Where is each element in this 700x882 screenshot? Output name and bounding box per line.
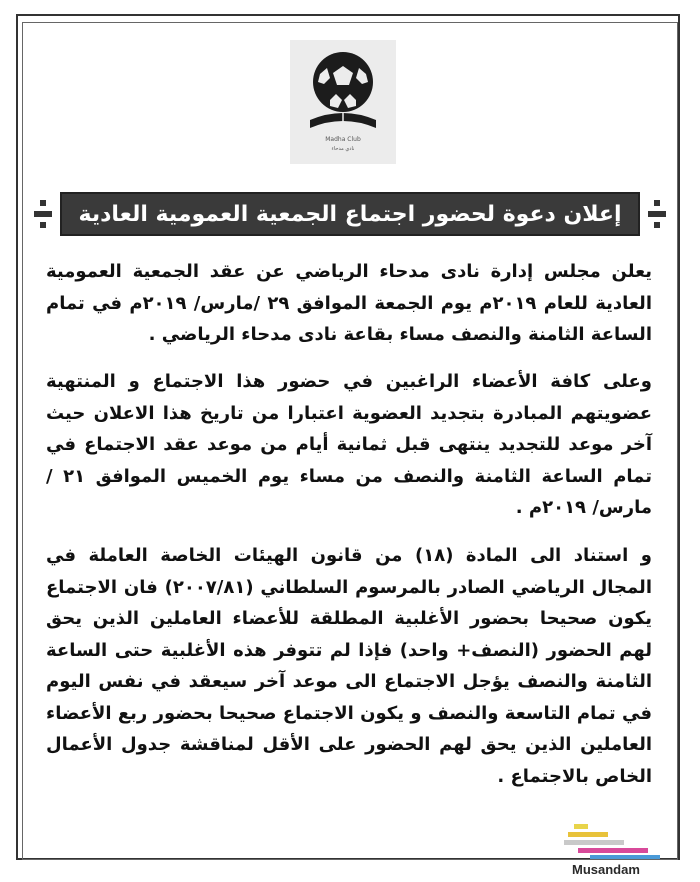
ornament-left-icon <box>34 198 52 230</box>
paragraph-renewal: وعلى كافة الأعضاء الراغبين في حضور هذا الاجتماع و المنتهية عضويتهم المبادرة بتجديد العضوية اعتبارا من تاريخ هذا الاعلان حيث آخر موعد للتجديد ينتهى قبل ثمانية أيام من موعد عقد الاجتماع في تمام الساعة الثامنة والنصف من مساء يوم الخميس الموافق ٢١ /مارس/ ٢٠١٩م . <box>46 371 652 518</box>
logo-caption-ar: نادي مدحاء <box>331 146 355 152</box>
page-title: إعلان دعوة لحضور اجتماع الجمعية العمومية العادية <box>60 192 640 236</box>
logo-caption-en: Madha Club <box>325 136 361 143</box>
ornament-right-icon <box>648 198 666 230</box>
paragraph-announcement: يعلن مجلس إدارة نادى مدحاء الرياضي عن عقد الجمعية العمومية العادية للعام ٢٠١٩م يوم الجمعة الموافق ٢٩ /مارس/ ٢٠١٩م في تمام الساعة الثامنة والنصف مساء بقاعة نادى مدحاء الرياضي . <box>46 261 652 345</box>
club-logo <box>290 40 396 164</box>
watermark-text: Musandam <box>572 862 640 877</box>
title-banner-wrap <box>32 190 668 238</box>
paragraph-quorum: و استناد الى المادة (١٨) من قانون الهيئات الخاصة العاملة في المجال الرياضي الصادر بالمرسوم السلطاني (٢٠٠٧/٨١) فان الاجتماع يكون صحيحا بحضور الأغلبية المطلقة للأعضاء العاملين الذين يحق لهم الحضور (النصف+ واحد) فإذا لم تتوفر هذه الأغلبية حتى الساعة الثامنة والنصف يؤجل الاجتماع الى موعد آخر سيعقد في نفس اليوم في تمام التاسعة والنصف و يكون الاجتماع صحيحا بحضور ربع الأعضاء العاملين الذين يحق لهم الحضور على الأقل لمناقشة جدول الأعمال الخاص بالاجتماع . <box>46 545 652 787</box>
football-book-icon <box>290 40 396 136</box>
